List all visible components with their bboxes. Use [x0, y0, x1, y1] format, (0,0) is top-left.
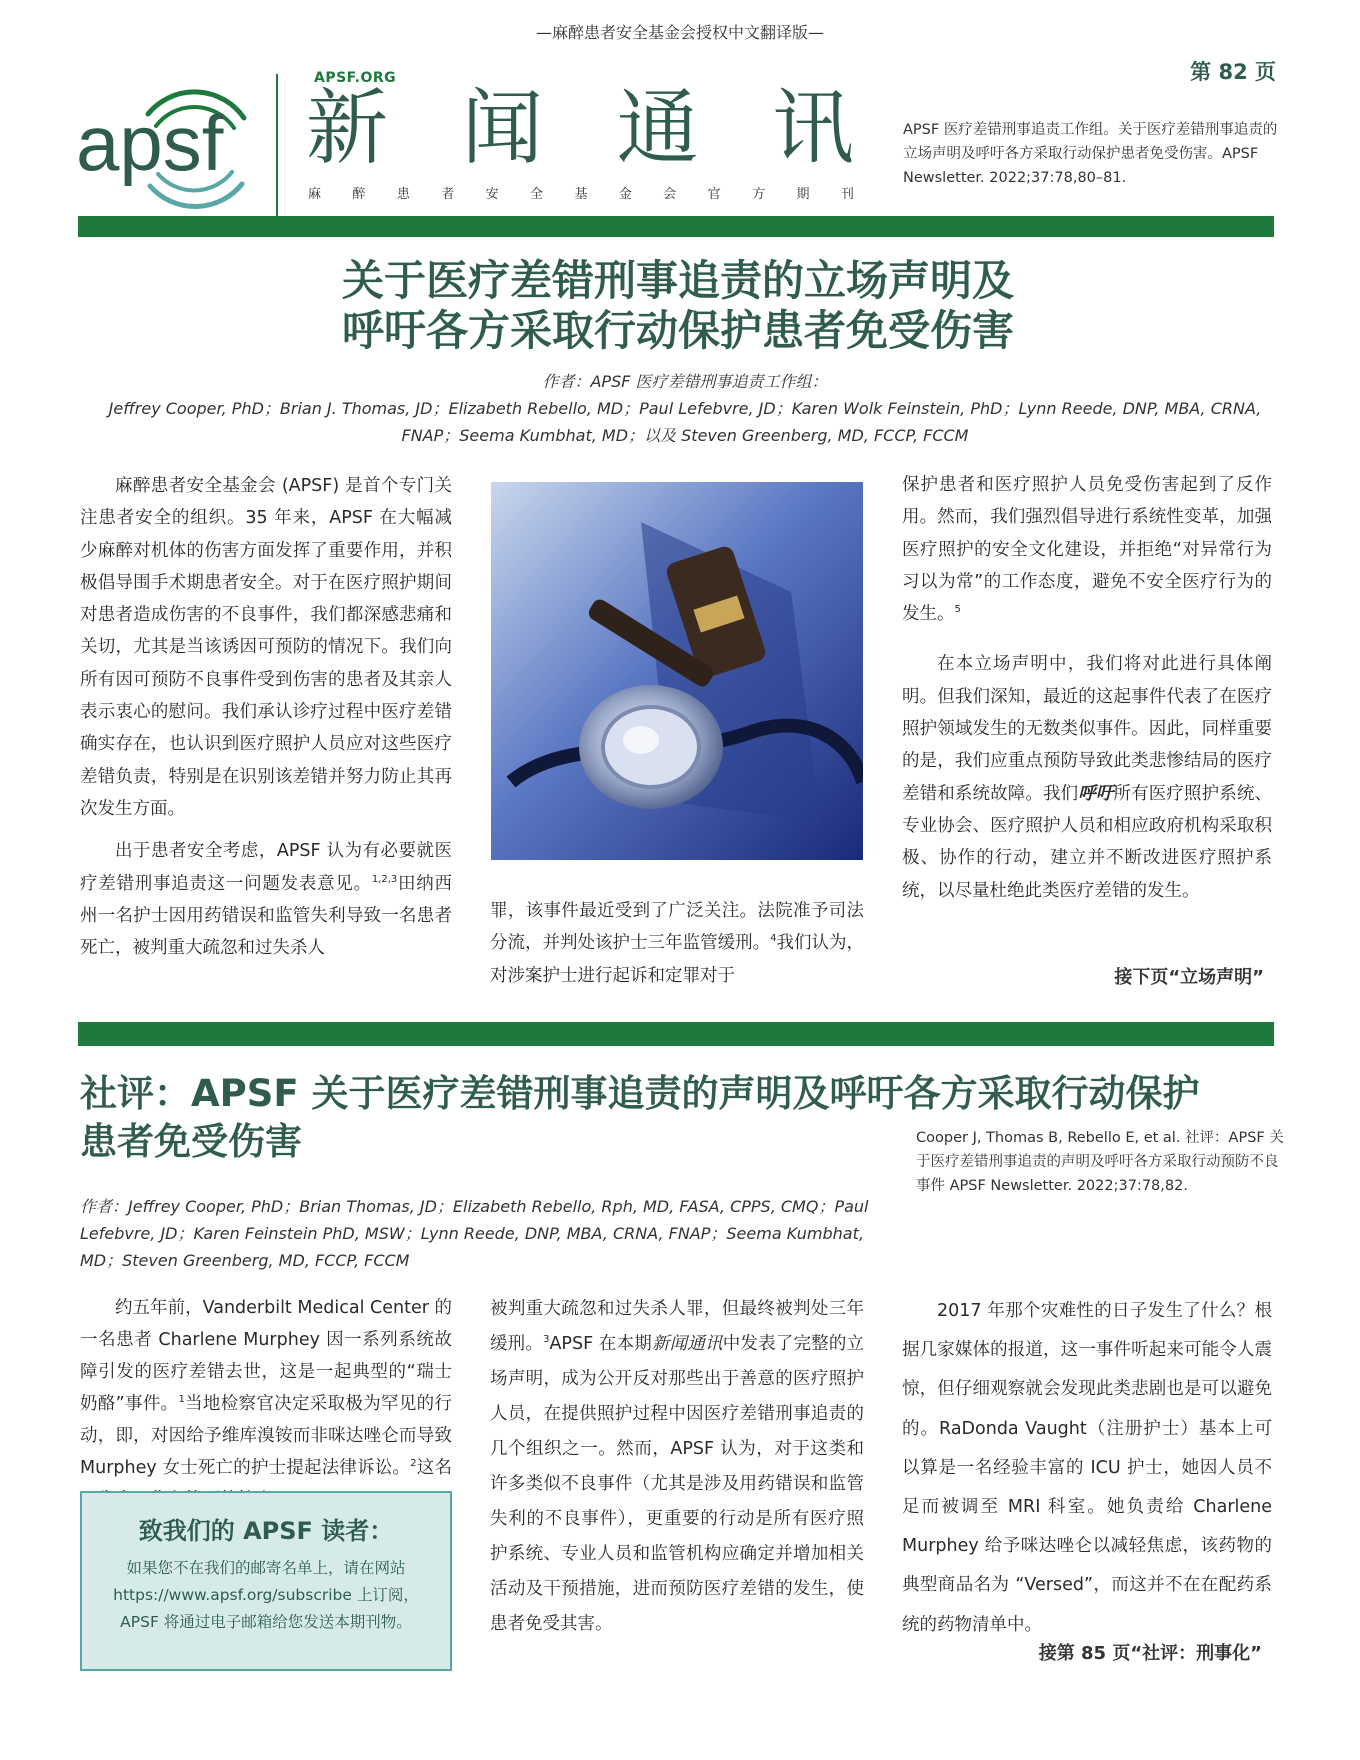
masthead-sub-char: 官: [707, 187, 721, 202]
article1-author-list: Jeffrey Cooper, PhD；Brian J. Thomas, JD；Elizabeth Rebello, MD；Paul Lefebvre, JD；Karen Wolk Feinstein, PhD；Lynn Reede, DNP, MBA, CRNA, FNAP；Seema Kumbhat, MD；以及 Steven Greenberg, MD, FCCP, FCCM: [108, 399, 1262, 445]
masthead-char: 闻: [461, 81, 544, 176]
reference-mark: 5: [954, 604, 961, 616]
paragraph: 出于患者安全考虑，APSF 认为有必要就医疗差错刑事追责这一问题发表意见。$^{1,2,3}$田纳西州一名护士因用药错误和监管失利导致一名患者死亡，被判重大疏忽和过失杀人: [80, 841, 452, 959]
reference-mark: 4: [770, 933, 777, 945]
article2-citation: Cooper J, Thomas B, Rebello E, et al. 社评：APSF 关于医疗差错刑事追责的声明及呼吁各方采取行动预防不良事件 APSF Newsletter. 2022;37:78,82.: [916, 1130, 1284, 1194]
article2-column3: [902, 1292, 1272, 1645]
reference-mark: 1: [178, 1394, 185, 1406]
header-divider-bar: [78, 216, 1274, 237]
article1-column1: [80, 470, 452, 964]
masthead-sub-char: 金: [618, 187, 632, 202]
logo-wordmark: apsf: [76, 99, 224, 187]
reader-notice-text[interactable]: 如果您不在我们的邮寄名单上，请在网站 https://www.apsf.org/subscribe 上订阅，APSF 将通过电子邮箱给您发送本期刊物。: [113, 1559, 419, 1631]
masthead-sub-char: 麻: [308, 187, 322, 202]
paragraph: 2017 年那个灾难性的日子发生了什么？根据几家媒体的报道，这一事件听起来可能令人震惊，但仔细观察就会发现此类悲剧也是可以避免的。RaDonda Vaught（注册护士）基本上可以算是一名经验丰富的 ICU 护士，她因人员不足而被调至 MRI 科室。她负责给 Charlene Murphey 给予咪达唑仑以减轻焦虑，该药物的典型商品名为 “Versed”，而这并不在在配药系统的药物清单中。: [902, 1301, 1272, 1635]
masthead-sub-char: 全: [530, 187, 544, 202]
paragraph: 在本立场声明中，我们将对此进行具体阐明。但我们深知，最近的这起事件代表了在医疗照护领域发生的无数类似事件。因此，同样重要的是，我们应重点预防导致此类悲惨结局的医疗差错和系统故障。我们呼吁所有医疗照护系统、专业协会、医疗照护人员和相应政府机构采取积极、协作的行动，建立并不断改进医疗照护系统，以尽量杜绝此类医疗差错的发生。: [902, 654, 1272, 901]
site-link[interactable]: APSF.ORG: [314, 70, 397, 86]
masthead-char: 通: [616, 81, 699, 176]
article1-byline: 作者：APSF 医疗差错刑事追责工作组：: [542, 372, 828, 391]
article1-column3: [902, 469, 1272, 907]
continued-note: 接下页“立场声明”: [1114, 967, 1264, 988]
gavel-stethoscope-photo: [491, 482, 863, 860]
article2-title-line1: 社评：APSF 关于医疗差错刑事追责的声明及呼吁各方采取行动保护: [80, 1072, 1200, 1115]
masthead-sub-char: 基: [574, 187, 588, 202]
paragraph: 麻醉患者安全基金会 (APSF) 是首个专门关注患者安全的组织。35 年来，APSF 在大幅减少麻醉对机体的伤害方面发挥了重要作用，并积极倡导围手术期患者安全。对于在医疗照护期间对患者造成伤害的不良事件，我们都深感悲痛和关切，尤其是当该诱因可预防的情况下。我们向所有因可预防不良事件受到伤害的患者及其亲人表示衷心的慰问。我们承认诊疗过程中医疗差错确实存在，也认识到医疗照护人员应对这些医疗差错负责，特别是在识别该差错并努力防止其再次发生方面。: [80, 476, 452, 819]
article1-title: [78, 256, 1278, 356]
reader-notice-box: [80, 1491, 452, 1671]
paragraph: 约五年前，Vanderbilt Medical Center 的一名患者 Charlene Murphey 因一系列系统故障引发的医疗差错去世，这是一起典型的“瑞士奶酪”事件。$^1$当地检察官决定采取极为罕见的行动，即，对因给予维库溴铵而非咪达唑仑而导致 Murphey 女士死亡的护士提起法律诉讼。$^2$这名: [80, 1298, 453, 1478]
article1-column2: [490, 895, 864, 992]
article2-authors: 作者：Jeffrey Cooper, PhD；Brian Thomas, JD；Elizabeth Rebello, Rph, MD, FASA, CPPS, CMQ；Paul Lefebvre, JD；Karen Feinstein PhD, MSW；Lynn Reede, DNP, MBA, CRNA, FNAP；Seema Kumbhat, MD；Steven Greenberg, MD, FCCP, FCCM: [80, 1197, 869, 1270]
reader-notice-title: 致我们的 APSF 读者：: [138, 1517, 394, 1545]
translation-notice: —麻醉患者安全基金会授权中文翻译版—: [535, 23, 824, 42]
masthead-sub-char: 安: [485, 187, 499, 202]
masthead-sub-char: 方: [752, 187, 766, 202]
reference-mark: 2: [410, 1458, 417, 1470]
masthead-char: 新: [306, 81, 389, 176]
reference-mark: 3: [543, 1334, 550, 1346]
page-number: 第 82 页: [1190, 60, 1276, 84]
masthead-title: [306, 81, 854, 176]
masthead-subtitle: [308, 183, 854, 202]
masthead-sub-char: 会: [663, 187, 677, 202]
apsf-logo: [76, 74, 276, 214]
masthead-sub-char: 患: [396, 187, 410, 202]
article1-authors: [90, 368, 1280, 449]
masthead-sub-char: 者: [441, 187, 455, 202]
continued-note: 接第 85 页“社评：刑事化”: [1038, 1643, 1262, 1664]
masthead-sub-char: 刊: [840, 187, 854, 202]
reference-mark: 1,2,3: [371, 873, 398, 885]
article2-column2: [490, 1292, 864, 1642]
paragraph: 罪，该事件最近受到了广泛关注。法院准予司法分流，并判处该护士三年监管缓刑。$^4$我们认为，对涉案护士进行起诉和定罪对于: [490, 901, 865, 986]
article1-title-line1: 关于医疗差错刑事追责的立场声明及: [341, 256, 1014, 305]
article1-title-line2: 呼吁各方采取行动保护患者免受伤害: [341, 306, 1014, 355]
paragraph: 被判重大疏忽和过失杀人罪，但最终被判处三年缓刑。$^3$APSF 在本期新闻通讯中发表了完整的立场声明，成为公开反对那些出于善意的医疗照护人员，在提供照护过程中因医疗差错刑事追责的几个组织之一。然而，APSF 认为，对于这类和许多类似不良事件（尤其是涉及用药错误和监管失利的不良事件），更重要的行动是所有医疗照护系统、专业人员和监管机构应确定并增加相关活动及干预措施，进而预防医疗差错的发生，使患者免受其害。: [490, 1299, 865, 1634]
masthead-char: 讯: [771, 81, 854, 176]
masthead-divider: [276, 74, 278, 216]
masthead-sub-char: 醉: [352, 187, 366, 202]
article2-column1: [80, 1292, 452, 1516]
section-divider-bar: [78, 1022, 1274, 1046]
masthead-sub-char: 期: [796, 187, 810, 202]
article1-citation: APSF 医疗差错刑事追责工作组。关于医疗差错刑事追责的立场声明及呼吁各方采取行动保护患者免受伤害。APSF Newsletter. 2022;37:78,80–81.: [903, 122, 1278, 186]
article2-title-line2: 患者免受伤害: [80, 1120, 302, 1163]
paragraph: 保护患者和医疗照护人员免受伤害起到了反作用。然而，我们强烈倡导进行系统性变革，加强医疗照护的安全文化建设，并拒绝“对异常行为习以为常”的工作态度，避免不安全医疗行为的发生。$^5$: [902, 475, 1272, 625]
